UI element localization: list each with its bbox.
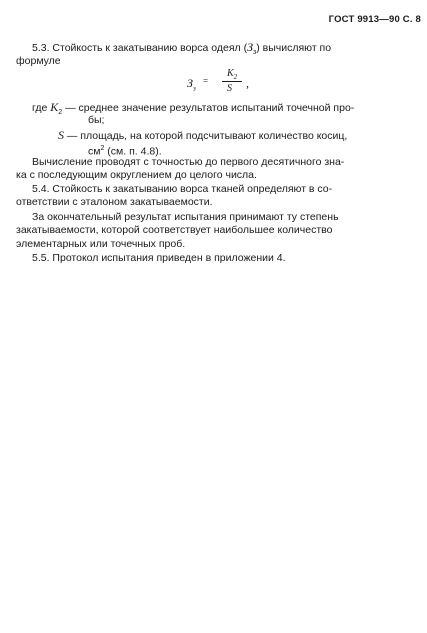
final-result-line-3: элементарных или точечных проб. — [16, 238, 186, 250]
k2-sub: 2 — [58, 109, 63, 117]
paragraph-5-3-text-b: ) вычисляют по — [256, 42, 332, 54]
formula-lhs — [187, 76, 196, 92]
s-symbol: S — [58, 128, 64, 142]
s-unit: см — [88, 145, 101, 158]
paragraph-5-4-line-1: 5.4. Стойкость к закатыванию ворса тканей определяют в со- — [32, 183, 333, 195]
formula-comma: , — [246, 76, 249, 90]
definition-k2-continuation: бы; — [88, 114, 105, 126]
formula-numerator-symbol: K — [227, 68, 234, 79]
formula-numerator-sub: 2 — [233, 73, 238, 81]
paragraph-5-5: 5.5. Протокол испытания приведен в приложении 4. — [32, 252, 286, 264]
paragraph-5-4-line-2: ответствии с эталоном закатываемости. — [16, 196, 213, 208]
formula-numerator — [227, 68, 237, 81]
formula-equals: = — [203, 76, 209, 86]
formula-denominator: S — [227, 83, 232, 94]
formula — [187, 68, 257, 98]
k2-symbol: K — [50, 100, 59, 114]
symbol-z: З — [247, 40, 254, 54]
final-result-line-1: За окончательный результат испытания принимают ту степень — [32, 211, 339, 223]
paragraph-5-3-line-2: формуле — [16, 55, 61, 67]
definition-k2 — [32, 101, 354, 119]
where-prefix: где — [32, 102, 48, 114]
page-header: ГОСТ 9913—90 С. 8 — [328, 14, 421, 25]
s-description: — площадь, на которой подсчитывают количество косиц, — [66, 130, 348, 142]
calculation-line-1: Вычисление проводят с точностью до первого десятичного зна- — [32, 156, 345, 168]
s-unit-sup: 2 — [100, 145, 105, 152]
paragraph-5-3-line-1 — [32, 41, 331, 59]
final-result-line-2: закатываемости, которой соответствует наибольшее количество — [16, 224, 333, 236]
formula-lhs-symbol: З — [187, 76, 193, 90]
calculation-line-2: ка с последующим округлением до целого числа. — [16, 169, 257, 181]
formula-lhs-sub: з — [192, 84, 196, 93]
paragraph-5-3-text-a: 5.3. Стойкость к закатыванию ворса одеял ( — [32, 42, 248, 54]
s-reference: (см. п. 4.8). — [104, 145, 162, 158]
formula-fraction-bar — [222, 81, 242, 82]
definition-s — [58, 129, 347, 143]
symbol-z-sub: з — [253, 49, 257, 57]
k2-description: — среднее значение результатов испытаний точечной про- — [65, 102, 355, 114]
